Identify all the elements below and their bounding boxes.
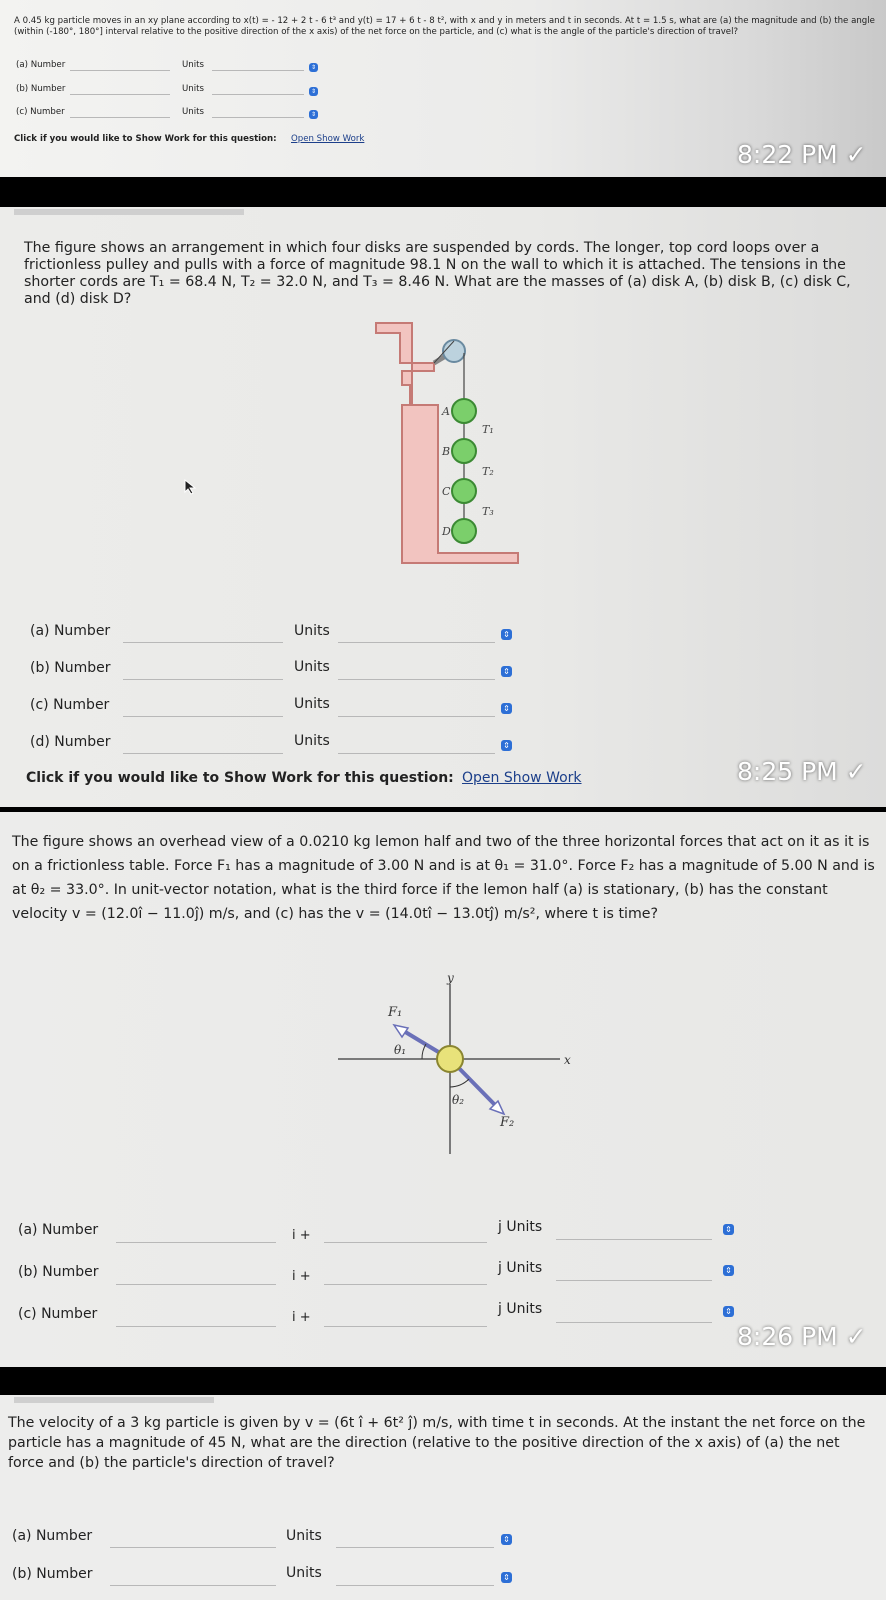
units-label-a: Units — [182, 60, 204, 70]
angle-theta2-arc — [450, 1079, 469, 1087]
units-label-b: j Units — [498, 1260, 543, 1276]
i-plus-label-b: i + — [292, 1269, 311, 1284]
answer-j-input-c[interactable] — [324, 1326, 487, 1327]
disk-a — [452, 399, 476, 423]
units-label-c: Units — [182, 107, 204, 117]
label-f2: F₂ — [500, 1115, 515, 1130]
units-label-a: Units — [286, 1528, 322, 1544]
screenshot-timestamp: 8:25 PM ✓ — [737, 757, 867, 786]
answer-label-d: (d) Number — [30, 734, 111, 750]
question-panel-1 — [0, 0, 886, 177]
units-dropdown-icon[interactable]: ⇕ — [501, 740, 512, 751]
label-disk-a: A — [442, 405, 450, 418]
answer-input-b[interactable] — [70, 94, 170, 95]
units-dropdown-icon[interactable]: ⇕ — [723, 1306, 734, 1317]
answer-input-a[interactable] — [110, 1547, 276, 1548]
screenshot-timestamp: 8:26 PM ✓ — [737, 1322, 867, 1351]
question-text: The velocity of a 3 kg particle is given by v = (6t î + 6t² ĵ) m/s, with time t in seconds. At the instant the net force on the particle has a magnitude of 45 N, what are the direction (relative to the positive direction of the x axis) of (a) the net force and (b) the particle's direction of travel? — [8, 1415, 866, 1471]
pulley — [443, 340, 465, 362]
answer-i-input-c[interactable] — [116, 1326, 276, 1327]
units-select-c[interactable] — [556, 1322, 712, 1323]
label-disk-b: B — [442, 445, 451, 458]
units-label-d: Units — [294, 733, 330, 749]
answer-label-b: (b) Number — [12, 1566, 93, 1582]
answer-i-input-b[interactable] — [116, 1284, 276, 1285]
units-select-b[interactable] — [556, 1280, 712, 1281]
lemon-half — [437, 1046, 463, 1072]
answer-label-c: (c) Number — [30, 697, 110, 713]
question-panel-3 — [0, 812, 886, 1367]
answer-input-c[interactable] — [70, 117, 170, 118]
units-dropdown-icon[interactable]: ⇕ — [501, 666, 512, 677]
label-t1: T₁ — [482, 423, 494, 436]
label-t3: T₃ — [482, 505, 494, 518]
units-dropdown-icon[interactable]: ⇕ — [501, 703, 512, 714]
answer-input-c[interactable] — [123, 716, 283, 717]
units-dropdown-icon[interactable]: ⇕ — [310, 64, 317, 71]
answer-label-c: (c) Number — [18, 1306, 98, 1322]
units-select-b[interactable] — [212, 94, 304, 95]
mouse-cursor-icon — [184, 479, 198, 495]
cropped-header — [14, 209, 244, 215]
answer-label-b: (b) Number — [30, 660, 111, 676]
answer-input-d[interactable] — [123, 753, 283, 754]
units-select-a[interactable] — [338, 642, 495, 643]
units-dropdown-icon[interactable]: ⇕ — [723, 1265, 734, 1276]
answer-j-input-b[interactable] — [324, 1284, 487, 1285]
disk-b — [452, 439, 476, 463]
label-theta1: θ₁ — [394, 1043, 407, 1057]
units-label-c: Units — [294, 696, 330, 712]
units-select-c[interactable] — [338, 716, 495, 717]
disk-c — [452, 479, 476, 503]
answer-j-input-a[interactable] — [324, 1242, 487, 1243]
units-label-b: Units — [182, 84, 204, 94]
units-label-b: Units — [294, 659, 330, 675]
label-f1: F₁ — [388, 1005, 403, 1020]
label-disk-c: C — [442, 485, 451, 498]
answer-input-a[interactable] — [123, 642, 283, 643]
question-panel-2 — [0, 207, 886, 807]
units-select-b[interactable] — [336, 1585, 494, 1586]
screenshot-timestamp: 8:22 PM ✓ — [737, 140, 867, 169]
answer-label-b: (b) Number — [18, 1264, 99, 1280]
answer-label-a: (a) Number — [30, 623, 111, 639]
units-dropdown-icon[interactable]: ⇕ — [310, 88, 317, 95]
disk-d — [452, 519, 476, 543]
y-axis-label: y — [447, 971, 454, 985]
answer-input-b[interactable] — [110, 1585, 276, 1586]
units-select-a[interactable] — [336, 1547, 494, 1548]
open-show-work-link[interactable]: Open Show Work — [462, 770, 582, 786]
answer-label-a: (a) Number — [18, 1222, 99, 1238]
force-f1-arrowhead — [394, 1025, 408, 1037]
units-dropdown-icon[interactable]: ⇕ — [501, 629, 512, 640]
question-text: The figure shows an arrangement in which four disks are suspended by cords. The longer, top cord loops over a frictionless pulley and pulls with a force of magnitude 98.1 N on the wall to which it is attached. The tensions in the shorter cords are T₁ = 68.4 N, T₂ = 32.0 N, and T₃ = 8.46 N. What are the masses of (a) disk A, (b) disk B, (c) disk C, and (d) disk D? — [24, 240, 851, 307]
units-label-a: j Units — [498, 1219, 543, 1235]
units-select-d[interactable] — [338, 753, 495, 754]
cropped-header — [14, 1397, 214, 1403]
show-work-prompt: Click if you would like to Show Work for this question: — [14, 134, 277, 144]
answer-label-a: (a) Number — [12, 1528, 93, 1544]
units-dropdown-icon[interactable]: ⇕ — [310, 111, 317, 118]
answer-i-input-a[interactable] — [116, 1242, 276, 1243]
disks-figure — [370, 323, 520, 571]
label-disk-d: D — [442, 525, 451, 538]
units-dropdown-icon[interactable]: ⇕ — [501, 1572, 512, 1583]
units-label-c: j Units — [498, 1301, 543, 1317]
question-text: A 0.45 kg particle moves in an xy plane according to x(t) = - 12 + 2 t - 6 t³ and y(t) = 17 + 6 t - 8 t², with x and y in meters and t in seconds. At t = 1.5 s, what are (a) the magnitude and (b) the angle (within (-180°, 180°] interval relative to the positive direction of the x axis) of the net force on the particle, and (c) what is the angle of the particle's direction of travel? — [14, 16, 875, 37]
open-show-work-link[interactable]: Open Show Work — [291, 134, 365, 144]
i-plus-label-c: i + — [292, 1310, 311, 1325]
lemon-figure — [330, 971, 590, 1159]
label-theta2: θ₂ — [452, 1093, 465, 1107]
question-panel-4 — [0, 1395, 886, 1600]
units-label-a: Units — [294, 623, 330, 639]
show-work-prompt: Click if you would like to Show Work for this question: — [26, 770, 454, 786]
units-label-b: Units — [286, 1565, 322, 1581]
x-axis-label: x — [564, 1053, 571, 1067]
answer-input-b[interactable] — [123, 679, 283, 680]
label-t2: T₂ — [482, 465, 494, 478]
question-text: The figure shows an overhead view of a 0.0210 kg lemon half and two of the three horizontal forces that act on it as it is on a frictionless table. Force F₁ has a magnitude of 3.00 N and is at θ₁ = 31.0°. Force F₂ has a magnitude of 5.00 N and is at θ₂ = 33.0°. In unit-vector notation, what is the third force if the lemon half (a) is stationary, (b) has the constant velocity v = (12.0î − 11.0ĵ) m/s, and (c) has the v = (14.0tî − 13.0tĵ) m/s², where t is time? — [12, 834, 875, 922]
units-select-b[interactable] — [338, 679, 495, 680]
answer-input-a[interactable] — [70, 70, 170, 71]
i-plus-label-a: i + — [292, 1228, 311, 1243]
units-dropdown-icon[interactable]: ⇕ — [723, 1224, 734, 1235]
units-select-a[interactable] — [556, 1239, 712, 1240]
answer-label-b: (b) Number — [16, 84, 66, 94]
units-dropdown-icon[interactable]: ⇕ — [501, 1534, 512, 1545]
units-select-a[interactable] — [212, 70, 304, 71]
answer-label-a: (a) Number — [16, 60, 66, 70]
answer-label-c: (c) Number — [16, 107, 65, 117]
units-select-c[interactable] — [212, 117, 304, 118]
